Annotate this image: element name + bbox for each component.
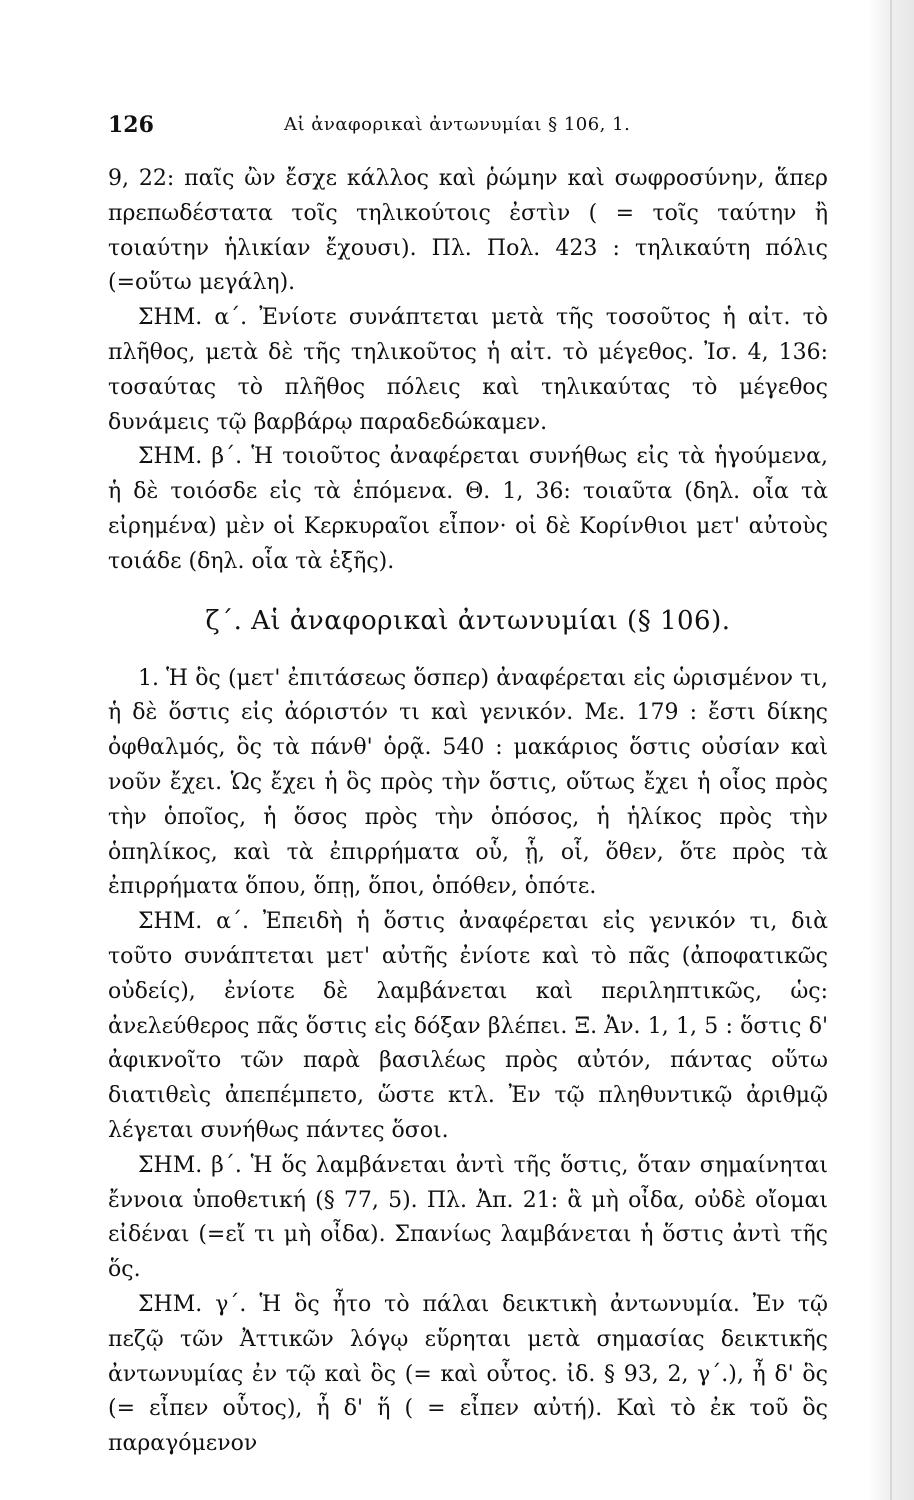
section-heading: ζ΄. Αἱ ἀναφορικαὶ ἀντωνυμίαι (§ 106). bbox=[205, 605, 731, 636]
note-alpha-hostis: ΣΗΜ. α΄. Ἐπειδὴ ἡ ὅστις ἀναφέρεται εἰς γενικόν τι, διὰ τοῦτο συνάπτεται μετ' αὐτῆς ἐνίοτε καὶ τὸ πᾶς (ἀποφατικῶς οὐδείς), ἐνίοτε δὲ λαμβάνεται καὶ περιληπτικῶς, ὡς: ἀνελεύθερος πᾶς ὅστις εἰς δόξαν βλέπει. Ξ. Ἀν. 1, 1, 5 : ὅστις δ' ἀφικνοῖτο τῶν παρὰ βασιλέως πρὸς αὐτόν, πάντας οὕτω διατιθεὶς ἀπεπέμπετο, ὥστε κτλ. Ἐν τῷ πληθυντικῷ ἀριθμῷ λέγεται συνήθως πάντες ὅσοι. bbox=[108, 909, 828, 1143]
note-alpha-tosoutos: ΣΗΜ. α΄. Ἐνίοτε συνάπτεται μετὰ τῆς τοσοῦτος ἡ αἰτ. τὸ πλῆθος, μετὰ δὲ τῆς τηλικοῦτος ἡ αἰτ. τὸ μέγεθος. Ἰσ. 4, 136: τοσαύτας τὸ πλῆθος πόλεις καὶ τηλικαύτας τὸ μέγεθος δυνάμεις τῷ βαρβάρῳ παραδεδώκαμεν. bbox=[108, 305, 828, 435]
paragraph-continuation: 9, 22: παῖς ὢν ἔσχε κάλλος καὶ ῥώμην καὶ σωφροσύνην, ἅπερ πρεπωδέστατα τοῖς τηλικούτοις ἐστὶν ( = τοῖς ταύτην ἢ τοιαύτην ἡλικίαν ἔχουσι). Πλ. Πολ. 423 : τηλικαύτη πόλις (=οὕτω μεγάλη). bbox=[108, 166, 828, 296]
running-head bbox=[108, 112, 748, 142]
note-beta-hos: ΣΗΜ. β΄. Ἡ ὅς λαμβάνεται ἀντὶ τῆς ὅστις, ὅταν σημαίνηται ἔννοια ὑποθετική (§ 77, 5). Πλ. Ἀπ. 21: ἃ μὴ οἶδα, οὐδὲ οἴομαι εἰδέναι (=εἴ τι μὴ οἶδα). Σπανίως λαμβάνεται ἡ ὅστις ἀντὶ τῆς ὅς. bbox=[108, 1152, 828, 1283]
running-title: Αἱ ἀναφορικαὶ ἀντωνυμίαι § 106, 1. bbox=[284, 114, 631, 135]
paragraph-relative-pronouns: 1. Ἡ ὃς (μετ' ἐπιτάσεως ὅσπερ) ἀναφέρεται εἰς ὡρισμένον τι, ἡ δὲ ὅστις εἰς ἀόριστόν τι καὶ γενικόν. Με. 179 : ἔστι δίκης ὀφθαλμός, ὃς τὰ πάνθ' ὁρᾷ. 540 : μακάριος ὅστις οὐσίαν καὶ νοῦν ἔχει. Ὡς ἔχει ἡ ὃς πρὸς τὴν ὅστις, οὕτως ἔχει ἡ οἷος πρὸς τὴν ὁποῖος, ἡ ὅσος πρὸς τὴν ὁπόσος, ἡ ἡλίκος πρὸς τὴν ὁπηλίκος, καὶ τὰ ἐπιρρήματα οὗ, ᾗ, οἷ, ὅθεν, ὅτε πρὸς τὰ ἐπιρρήματα ὅπου, ὅπῃ, ὅποι, ὁπόθεν, ὁπότε. bbox=[108, 665, 828, 900]
page-number: 126 bbox=[108, 112, 154, 138]
page-edge-line bbox=[890, 0, 892, 1500]
page-body bbox=[108, 162, 828, 1462]
note-gamma-demonstrative: ΣΗΜ. γ΄. Ἡ ὃς ἦτο τὸ πάλαι δεικτικὴ ἀντωνυμία. Ἐν τῷ πεζῷ τῶν Ἀττικῶν λόγῳ εὕρηται μετὰ σημασίας δεικτικῆς ἀντωνυμίας ἐν τῷ καὶ ὃς (= καὶ οὗτος. ἰδ. § 93, 2, γ΄.), ἦ δ' ὃς (= εἶπεν οὗτος), ἦ δ' ἥ ( = εἶπεν αὐτή). Καὶ τὸ ἐκ τοῦ ὃς παραγόμενον bbox=[108, 1291, 828, 1457]
note-beta-toioutos: ΣΗΜ. β΄. Ἡ τοιοῦτος ἀναφέρεται συνήθως εἰς τὰ ἡγούμενα, ἡ δὲ τοιόσδε εἰς τὰ ἑπόμενα. Θ. 1, 36: τοιαῦτα (δηλ. οἷα τὰ εἰρημένα) μὲν οἱ Κερκυραῖοι εἶπον· οἱ δὲ Κορίνθιοι μετ' αὐτοὺς τοιάδε (δηλ. οἷα τὰ ἑξῆς). bbox=[108, 444, 828, 574]
